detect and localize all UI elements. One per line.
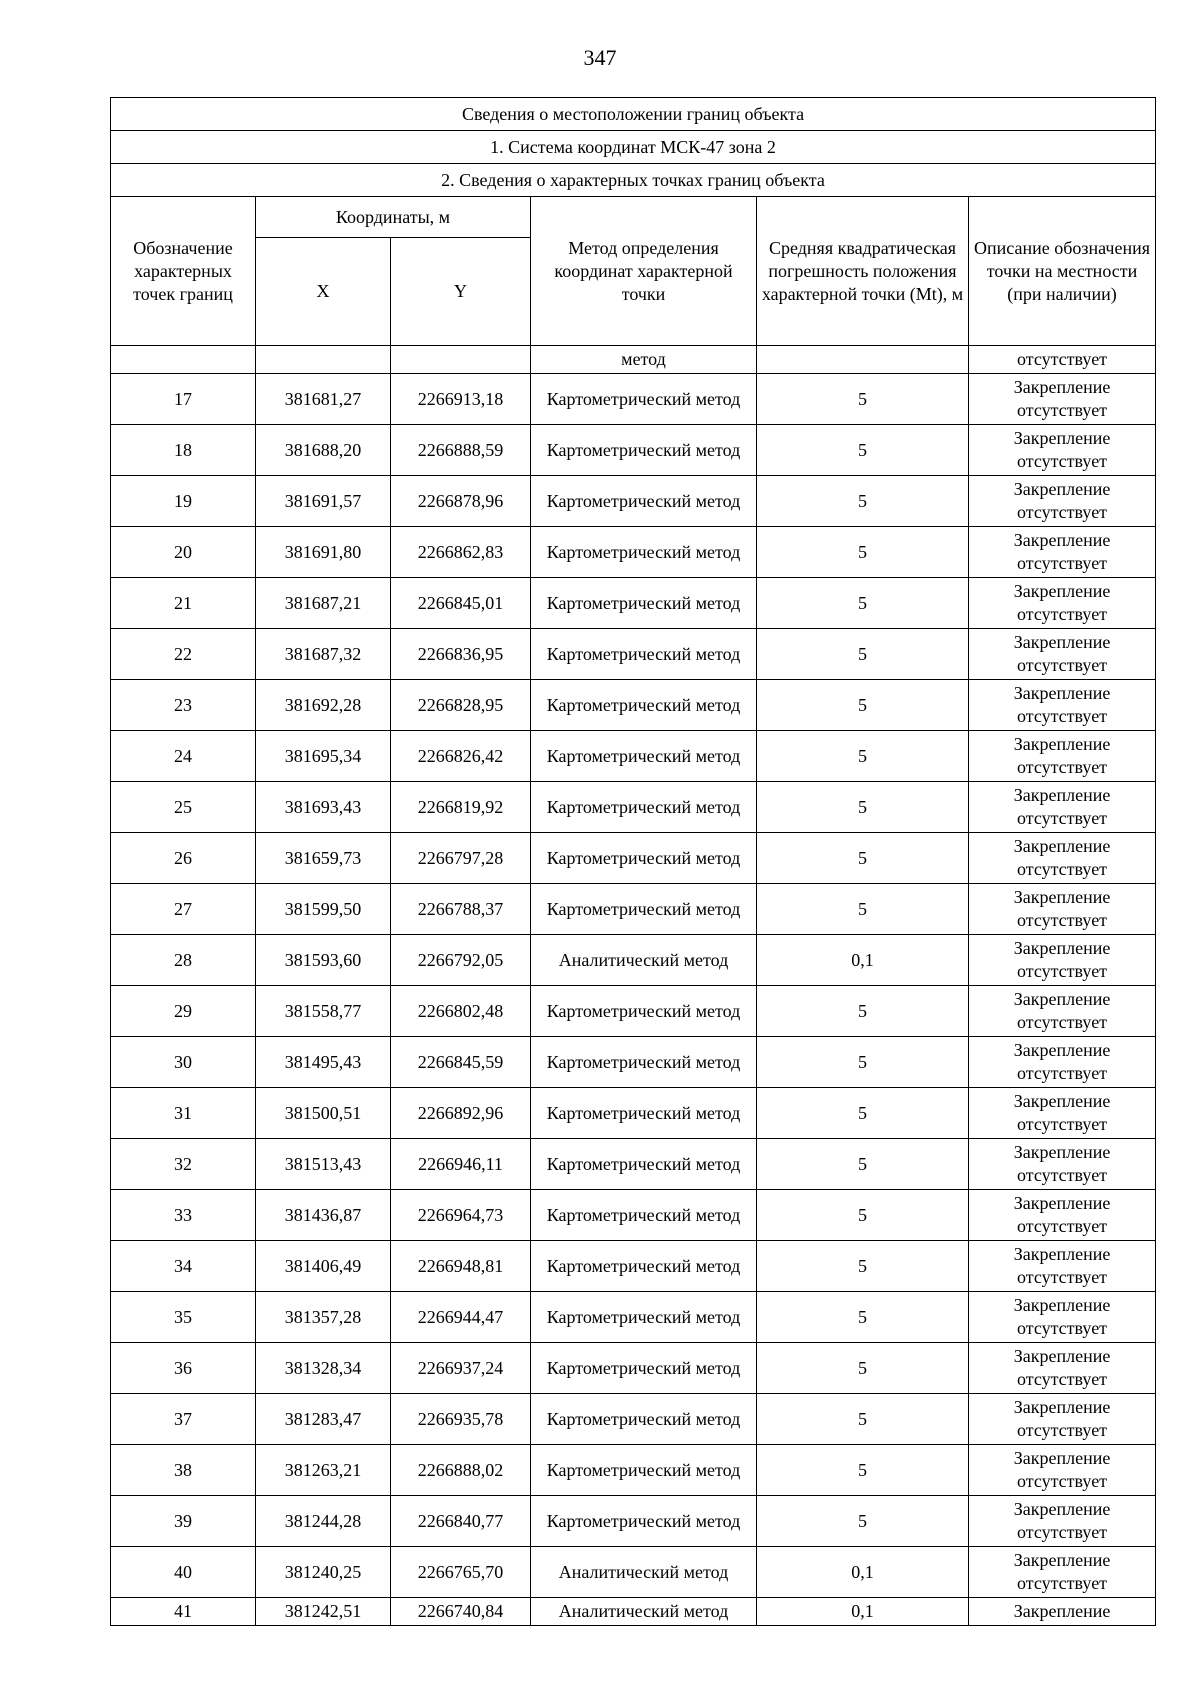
y-coordinate-cell: 2266946,11	[391, 1139, 531, 1190]
point-number-cell: 19	[111, 476, 256, 527]
coord-system: 1. Система координат МСК-47 зона 2	[111, 131, 1156, 164]
table-row	[111, 1292, 1156, 1343]
table-row	[111, 476, 1156, 527]
x-coordinate-cell: 381659,73	[256, 833, 391, 884]
method-cell: Картометрический метод	[531, 1088, 757, 1139]
method-cell: Картометрический метод	[531, 1292, 757, 1343]
y-coordinate-cell: 2266878,96	[391, 476, 531, 527]
description-cell: Закрепление отсутствует	[969, 1547, 1156, 1598]
table-row	[111, 1496, 1156, 1547]
error-cell: 5	[757, 1445, 969, 1496]
error-cell: 0,1	[757, 935, 969, 986]
method-cell: Картометрический метод	[531, 884, 757, 935]
point-number-cell: 33	[111, 1190, 256, 1241]
method-cell: Картометрический метод	[531, 1394, 757, 1445]
description-cell: Закрепление отсутствует	[969, 476, 1156, 527]
method-cell: Картометрический метод	[531, 680, 757, 731]
y-coordinate-cell: 2266948,81	[391, 1241, 531, 1292]
error-cell: 5	[757, 1037, 969, 1088]
error-cell: 5	[757, 425, 969, 476]
description-cell: Закрепление отсутствует	[969, 935, 1156, 986]
method-cell: Картометрический метод	[531, 1190, 757, 1241]
table-cell	[256, 346, 391, 374]
method-cell: Картометрический метод	[531, 476, 757, 527]
table-cell	[757, 346, 969, 374]
y-coordinate-cell: 2266888,59	[391, 425, 531, 476]
error-cell: 5	[757, 1139, 969, 1190]
error-cell: 5	[757, 476, 969, 527]
point-number-cell: 18	[111, 425, 256, 476]
y-coordinate-cell: 2266797,28	[391, 833, 531, 884]
x-coordinate-cell: 381593,60	[256, 935, 391, 986]
point-number-cell: 34	[111, 1241, 256, 1292]
description-cell: Закрепление отсутствует	[969, 731, 1156, 782]
boundary-points-table	[110, 97, 1156, 1626]
point-number-cell: 25	[111, 782, 256, 833]
x-coordinate-cell: 381691,80	[256, 527, 391, 578]
point-number-cell: 24	[111, 731, 256, 782]
method-cell: Картометрический метод	[531, 629, 757, 680]
description-cell: Закрепление отсутствует	[969, 527, 1156, 578]
table-row	[111, 374, 1156, 425]
description-cell: Закрепление отсутствует	[969, 884, 1156, 935]
point-number-cell: 26	[111, 833, 256, 884]
error-cell: 5	[757, 782, 969, 833]
y-coordinate-cell: 2266845,59	[391, 1037, 531, 1088]
error-cell: 0,1	[757, 1547, 969, 1598]
table-row	[111, 680, 1156, 731]
table-row	[111, 1139, 1156, 1190]
point-number-cell: 27	[111, 884, 256, 935]
point-number-cell: 23	[111, 680, 256, 731]
point-number-cell: 28	[111, 935, 256, 986]
x-coordinate-cell: 381687,21	[256, 578, 391, 629]
point-number-cell: 29	[111, 986, 256, 1037]
table-row	[111, 986, 1156, 1037]
table-row	[111, 425, 1156, 476]
table-row	[111, 578, 1156, 629]
error-cell: 5	[757, 629, 969, 680]
table-row	[111, 1547, 1156, 1598]
method-cell: Аналитический метод	[531, 935, 757, 986]
table-row	[111, 1037, 1156, 1088]
point-number-cell: 20	[111, 527, 256, 578]
error-cell: 5	[757, 1292, 969, 1343]
x-coordinate-cell: 381240,25	[256, 1547, 391, 1598]
method-cell: Аналитический метод	[531, 1598, 757, 1626]
header-error: Средняя квадратическая погрешность положения характерной точки (Mt), м	[757, 197, 969, 346]
section-row	[111, 164, 1156, 197]
error-cell: 5	[757, 1088, 969, 1139]
x-coordinate-cell: 381691,57	[256, 476, 391, 527]
y-coordinate-cell: 2266740,84	[391, 1598, 531, 1626]
point-number-cell: 21	[111, 578, 256, 629]
x-coordinate-cell: 381357,28	[256, 1292, 391, 1343]
y-coordinate-cell: 2266892,96	[391, 1088, 531, 1139]
method-cell: Картометрический метод	[531, 731, 757, 782]
y-coordinate-cell: 2266819,92	[391, 782, 531, 833]
y-coordinate-cell: 2266937,24	[391, 1343, 531, 1394]
x-coordinate-cell: 381558,77	[256, 986, 391, 1037]
x-coordinate-cell: 381687,32	[256, 629, 391, 680]
y-coordinate-cell: 2266840,77	[391, 1496, 531, 1547]
table-title-row	[111, 98, 1156, 131]
error-cell: 5	[757, 833, 969, 884]
method-cell: Картометрический метод	[531, 578, 757, 629]
table-row	[111, 935, 1156, 986]
description-cell: Закрепление отсутствует	[969, 425, 1156, 476]
continuation-method: метод	[531, 346, 757, 374]
description-cell: Закрепление отсутствует	[969, 1394, 1156, 1445]
y-coordinate-cell: 2266802,48	[391, 986, 531, 1037]
point-number-cell: 36	[111, 1343, 256, 1394]
description-cell: Закрепление отсутствует	[969, 374, 1156, 425]
header-point-designation: Обозначение характерных точек границ	[111, 197, 256, 346]
description-cell: Закрепление отсутствует	[969, 1088, 1156, 1139]
description-cell: Закрепление	[969, 1598, 1156, 1626]
description-cell: Закрепление отсутствует	[969, 782, 1156, 833]
y-coordinate-cell: 2266964,73	[391, 1190, 531, 1241]
method-cell: Аналитический метод	[531, 1547, 757, 1598]
error-cell: 5	[757, 578, 969, 629]
point-number-cell: 17	[111, 374, 256, 425]
method-cell: Картометрический метод	[531, 1139, 757, 1190]
table-row	[111, 1445, 1156, 1496]
table-row-last	[111, 1598, 1156, 1626]
section-title: 2. Сведения о характерных точках границ объекта	[111, 164, 1156, 197]
description-cell: Закрепление отсутствует	[969, 1190, 1156, 1241]
description-cell: Закрепление отсутствует	[969, 1496, 1156, 1547]
point-number-cell: 39	[111, 1496, 256, 1547]
header-coordinates: Координаты, м	[256, 197, 531, 238]
table-row	[111, 1394, 1156, 1445]
y-coordinate-cell: 2266944,47	[391, 1292, 531, 1343]
x-coordinate-cell: 381244,28	[256, 1496, 391, 1547]
description-cell: Закрепление отсутствует	[969, 1292, 1156, 1343]
error-cell: 5	[757, 986, 969, 1037]
table-row	[111, 1343, 1156, 1394]
point-number-cell: 40	[111, 1547, 256, 1598]
y-coordinate-cell: 2266836,95	[391, 629, 531, 680]
x-coordinate-cell: 381599,50	[256, 884, 391, 935]
continuation-row	[111, 346, 1156, 374]
y-coordinate-cell: 2266845,01	[391, 578, 531, 629]
description-cell: Закрепление отсутствует	[969, 833, 1156, 884]
point-number-cell: 41	[111, 1598, 256, 1626]
y-coordinate-cell: 2266792,05	[391, 935, 531, 986]
table-row	[111, 782, 1156, 833]
y-coordinate-cell: 2266826,42	[391, 731, 531, 782]
table-cell	[391, 346, 531, 374]
point-number-cell: 35	[111, 1292, 256, 1343]
table-row	[111, 629, 1156, 680]
description-cell: Закрепление отсутствует	[969, 1241, 1156, 1292]
y-coordinate-cell: 2266765,70	[391, 1547, 531, 1598]
header-row-top	[111, 197, 1156, 238]
table-cell	[111, 346, 256, 374]
y-coordinate-cell: 2266862,83	[391, 527, 531, 578]
table-row	[111, 833, 1156, 884]
header-y: Y	[391, 238, 531, 346]
x-coordinate-cell: 381328,34	[256, 1343, 391, 1394]
error-cell: 5	[757, 1343, 969, 1394]
error-cell: 5	[757, 1241, 969, 1292]
table-row	[111, 731, 1156, 782]
x-coordinate-cell: 381513,43	[256, 1139, 391, 1190]
point-number-cell: 22	[111, 629, 256, 680]
x-coordinate-cell: 381695,34	[256, 731, 391, 782]
method-cell: Картометрический метод	[531, 833, 757, 884]
table-row	[111, 1088, 1156, 1139]
method-cell: Картометрический метод	[531, 986, 757, 1037]
table-row	[111, 884, 1156, 935]
y-coordinate-cell: 2266828,95	[391, 680, 531, 731]
method-cell: Картометрический метод	[531, 1241, 757, 1292]
x-coordinate-cell: 381681,27	[256, 374, 391, 425]
point-number-cell: 30	[111, 1037, 256, 1088]
description-cell: Закрепление отсутствует	[969, 1445, 1156, 1496]
table-title: Сведения о местоположении границ объекта	[111, 98, 1156, 131]
x-coordinate-cell: 381436,87	[256, 1190, 391, 1241]
error-cell: 5	[757, 680, 969, 731]
page-number: 347	[583, 45, 617, 70]
table-row	[111, 1190, 1156, 1241]
header-method: Метод определения координат характерной точки	[531, 197, 757, 346]
method-cell: Картометрический метод	[531, 527, 757, 578]
error-cell: 5	[757, 1496, 969, 1547]
x-coordinate-cell: 381406,49	[256, 1241, 391, 1292]
header-description: Описание обозначения точки на местности (при наличии)	[969, 197, 1156, 346]
point-number-cell: 38	[111, 1445, 256, 1496]
coord-system-row	[111, 131, 1156, 164]
method-cell: Картометрический метод	[531, 1496, 757, 1547]
description-cell: Закрепление отсутствует	[969, 986, 1156, 1037]
x-coordinate-cell: 381693,43	[256, 782, 391, 833]
method-cell: Картометрический метод	[531, 1343, 757, 1394]
method-cell: Картометрический метод	[531, 425, 757, 476]
error-cell: 0,1	[757, 1598, 969, 1626]
header-x: X	[256, 238, 391, 346]
method-cell: Картометрический метод	[531, 374, 757, 425]
x-coordinate-cell: 381500,51	[256, 1088, 391, 1139]
x-coordinate-cell: 381242,51	[256, 1598, 391, 1626]
error-cell: 5	[757, 731, 969, 782]
error-cell: 5	[757, 884, 969, 935]
error-cell: 5	[757, 527, 969, 578]
description-cell: Закрепление отсутствует	[969, 1343, 1156, 1394]
table-row	[111, 1241, 1156, 1292]
x-coordinate-cell: 381688,20	[256, 425, 391, 476]
point-number-cell: 31	[111, 1088, 256, 1139]
description-cell: Закрепление отсутствует	[969, 629, 1156, 680]
method-cell: Картометрический метод	[531, 1445, 757, 1496]
method-cell: Картометрический метод	[531, 1037, 757, 1088]
description-cell: Закрепление отсутствует	[969, 1037, 1156, 1088]
x-coordinate-cell: 381495,43	[256, 1037, 391, 1088]
y-coordinate-cell: 2266935,78	[391, 1394, 531, 1445]
point-number-cell: 32	[111, 1139, 256, 1190]
error-cell: 5	[757, 1190, 969, 1241]
table-row	[111, 527, 1156, 578]
x-coordinate-cell: 381692,28	[256, 680, 391, 731]
y-coordinate-cell: 2266788,37	[391, 884, 531, 935]
description-cell: Закрепление отсутствует	[969, 578, 1156, 629]
x-coordinate-cell: 381263,21	[256, 1445, 391, 1496]
x-coordinate-cell: 381283,47	[256, 1394, 391, 1445]
error-cell: 5	[757, 1394, 969, 1445]
error-cell: 5	[757, 374, 969, 425]
continuation-description: отсутствует	[969, 346, 1156, 374]
description-cell: Закрепление отсутствует	[969, 1139, 1156, 1190]
y-coordinate-cell: 2266888,02	[391, 1445, 531, 1496]
method-cell: Картометрический метод	[531, 782, 757, 833]
point-number-cell: 37	[111, 1394, 256, 1445]
description-cell: Закрепление отсутствует	[969, 680, 1156, 731]
y-coordinate-cell: 2266913,18	[391, 374, 531, 425]
